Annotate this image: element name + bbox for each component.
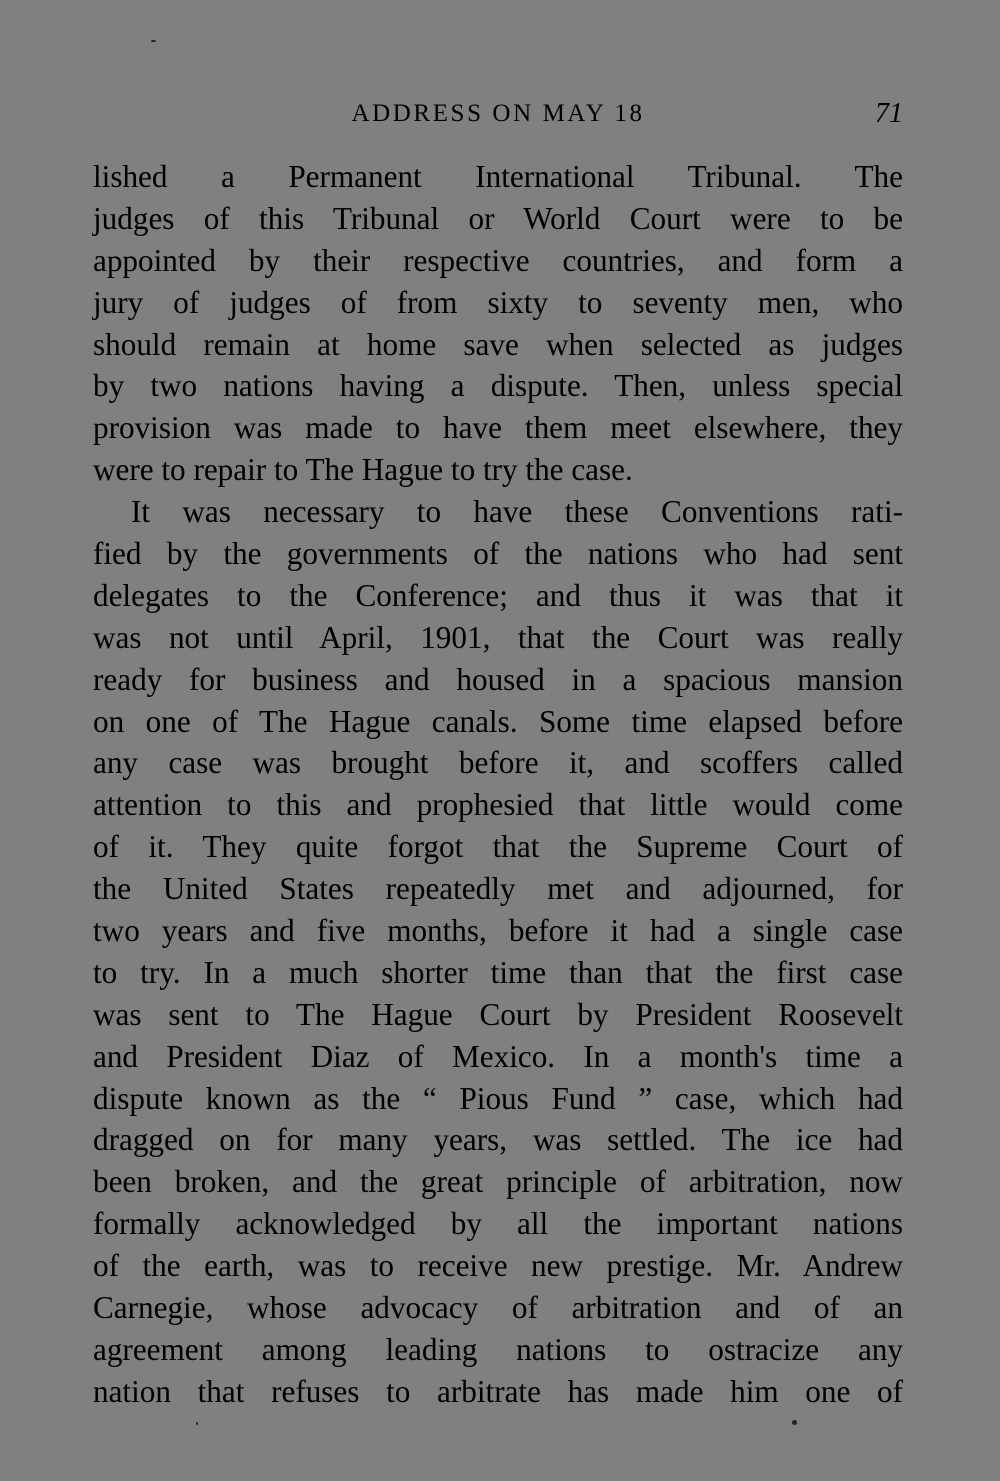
text-line: jury of judges of from sixty to seventy men, who (93, 284, 903, 320)
text-line: was sent to The Hague Court by President Roosevelt (93, 996, 903, 1032)
text-line: was not until April, 1901, that the Court was really (93, 619, 903, 655)
text-line: formally acknowledged by all the important nations (93, 1206, 903, 1242)
text-line: lished a Permanent International Tribunal. The (93, 159, 903, 194)
text-line: should remain at home save when selected as judges (93, 326, 903, 362)
text-line: delegates to the Conference; and thus it was that it (93, 577, 903, 613)
text-line: judges of this Tribunal or World Court were to be (93, 200, 903, 236)
text-line: ready for business and housed in a spacious mansion (93, 661, 903, 697)
scan-speck (196, 1422, 198, 1425)
text-line: fied by the governments of the nations who had sent (93, 536, 903, 572)
text-line: Carnegie, whose advocacy of arbitration and of an (93, 1290, 903, 1326)
text-line: on one of The Hague canals. Some time elapsed before (93, 703, 903, 739)
text-line: dispute known as the “ Pious Fund ” case, which had (93, 1080, 903, 1116)
text-line: attention to this and prophesied that little would come (93, 787, 903, 823)
running-title: ADDRESS ON MAY 18 (351, 100, 645, 127)
text-line: of it. They quite forgot that the Supreme Court of (93, 829, 903, 865)
text-line: nation that refuses to arbitrate has made him one of (93, 1373, 903, 1409)
body-text (93, 156, 903, 1413)
text-line: two years and five months, before it had a single case (93, 913, 903, 949)
text-line: provision was made to have them meet elsewhere, they (93, 410, 903, 446)
text-line: dragged on for many years, was settled. The ice had (93, 1122, 903, 1158)
text-line: the United States repeatedly met and adjourned, for (93, 871, 903, 907)
scan-speck (151, 40, 156, 42)
text-line: and President Diaz of Mexico. In a month's time a (93, 1038, 903, 1074)
scan-speck (792, 1420, 797, 1425)
text-line: of the earth, was to receive new prestige. Mr. Andrew (93, 1248, 903, 1284)
text-line: were to repair to The Hague to try the case. (93, 452, 633, 488)
page-number: 71 (875, 98, 903, 129)
text-line: It was necessary to have these Conventions rati- (131, 494, 903, 530)
text-line: appointed by their respective countries, and form a (93, 242, 903, 278)
text-line: by two nations having a dispute. Then, unless special (93, 368, 903, 404)
text-line: to try. In a much shorter time than that the first case (93, 954, 903, 990)
running-head (93, 96, 903, 136)
text-line: been broken, and the great principle of arbitration, now (93, 1164, 903, 1200)
text-line: agreement among leading nations to ostracize any (93, 1331, 903, 1367)
text-line: any case was brought before it, and scoffers called (93, 745, 903, 781)
